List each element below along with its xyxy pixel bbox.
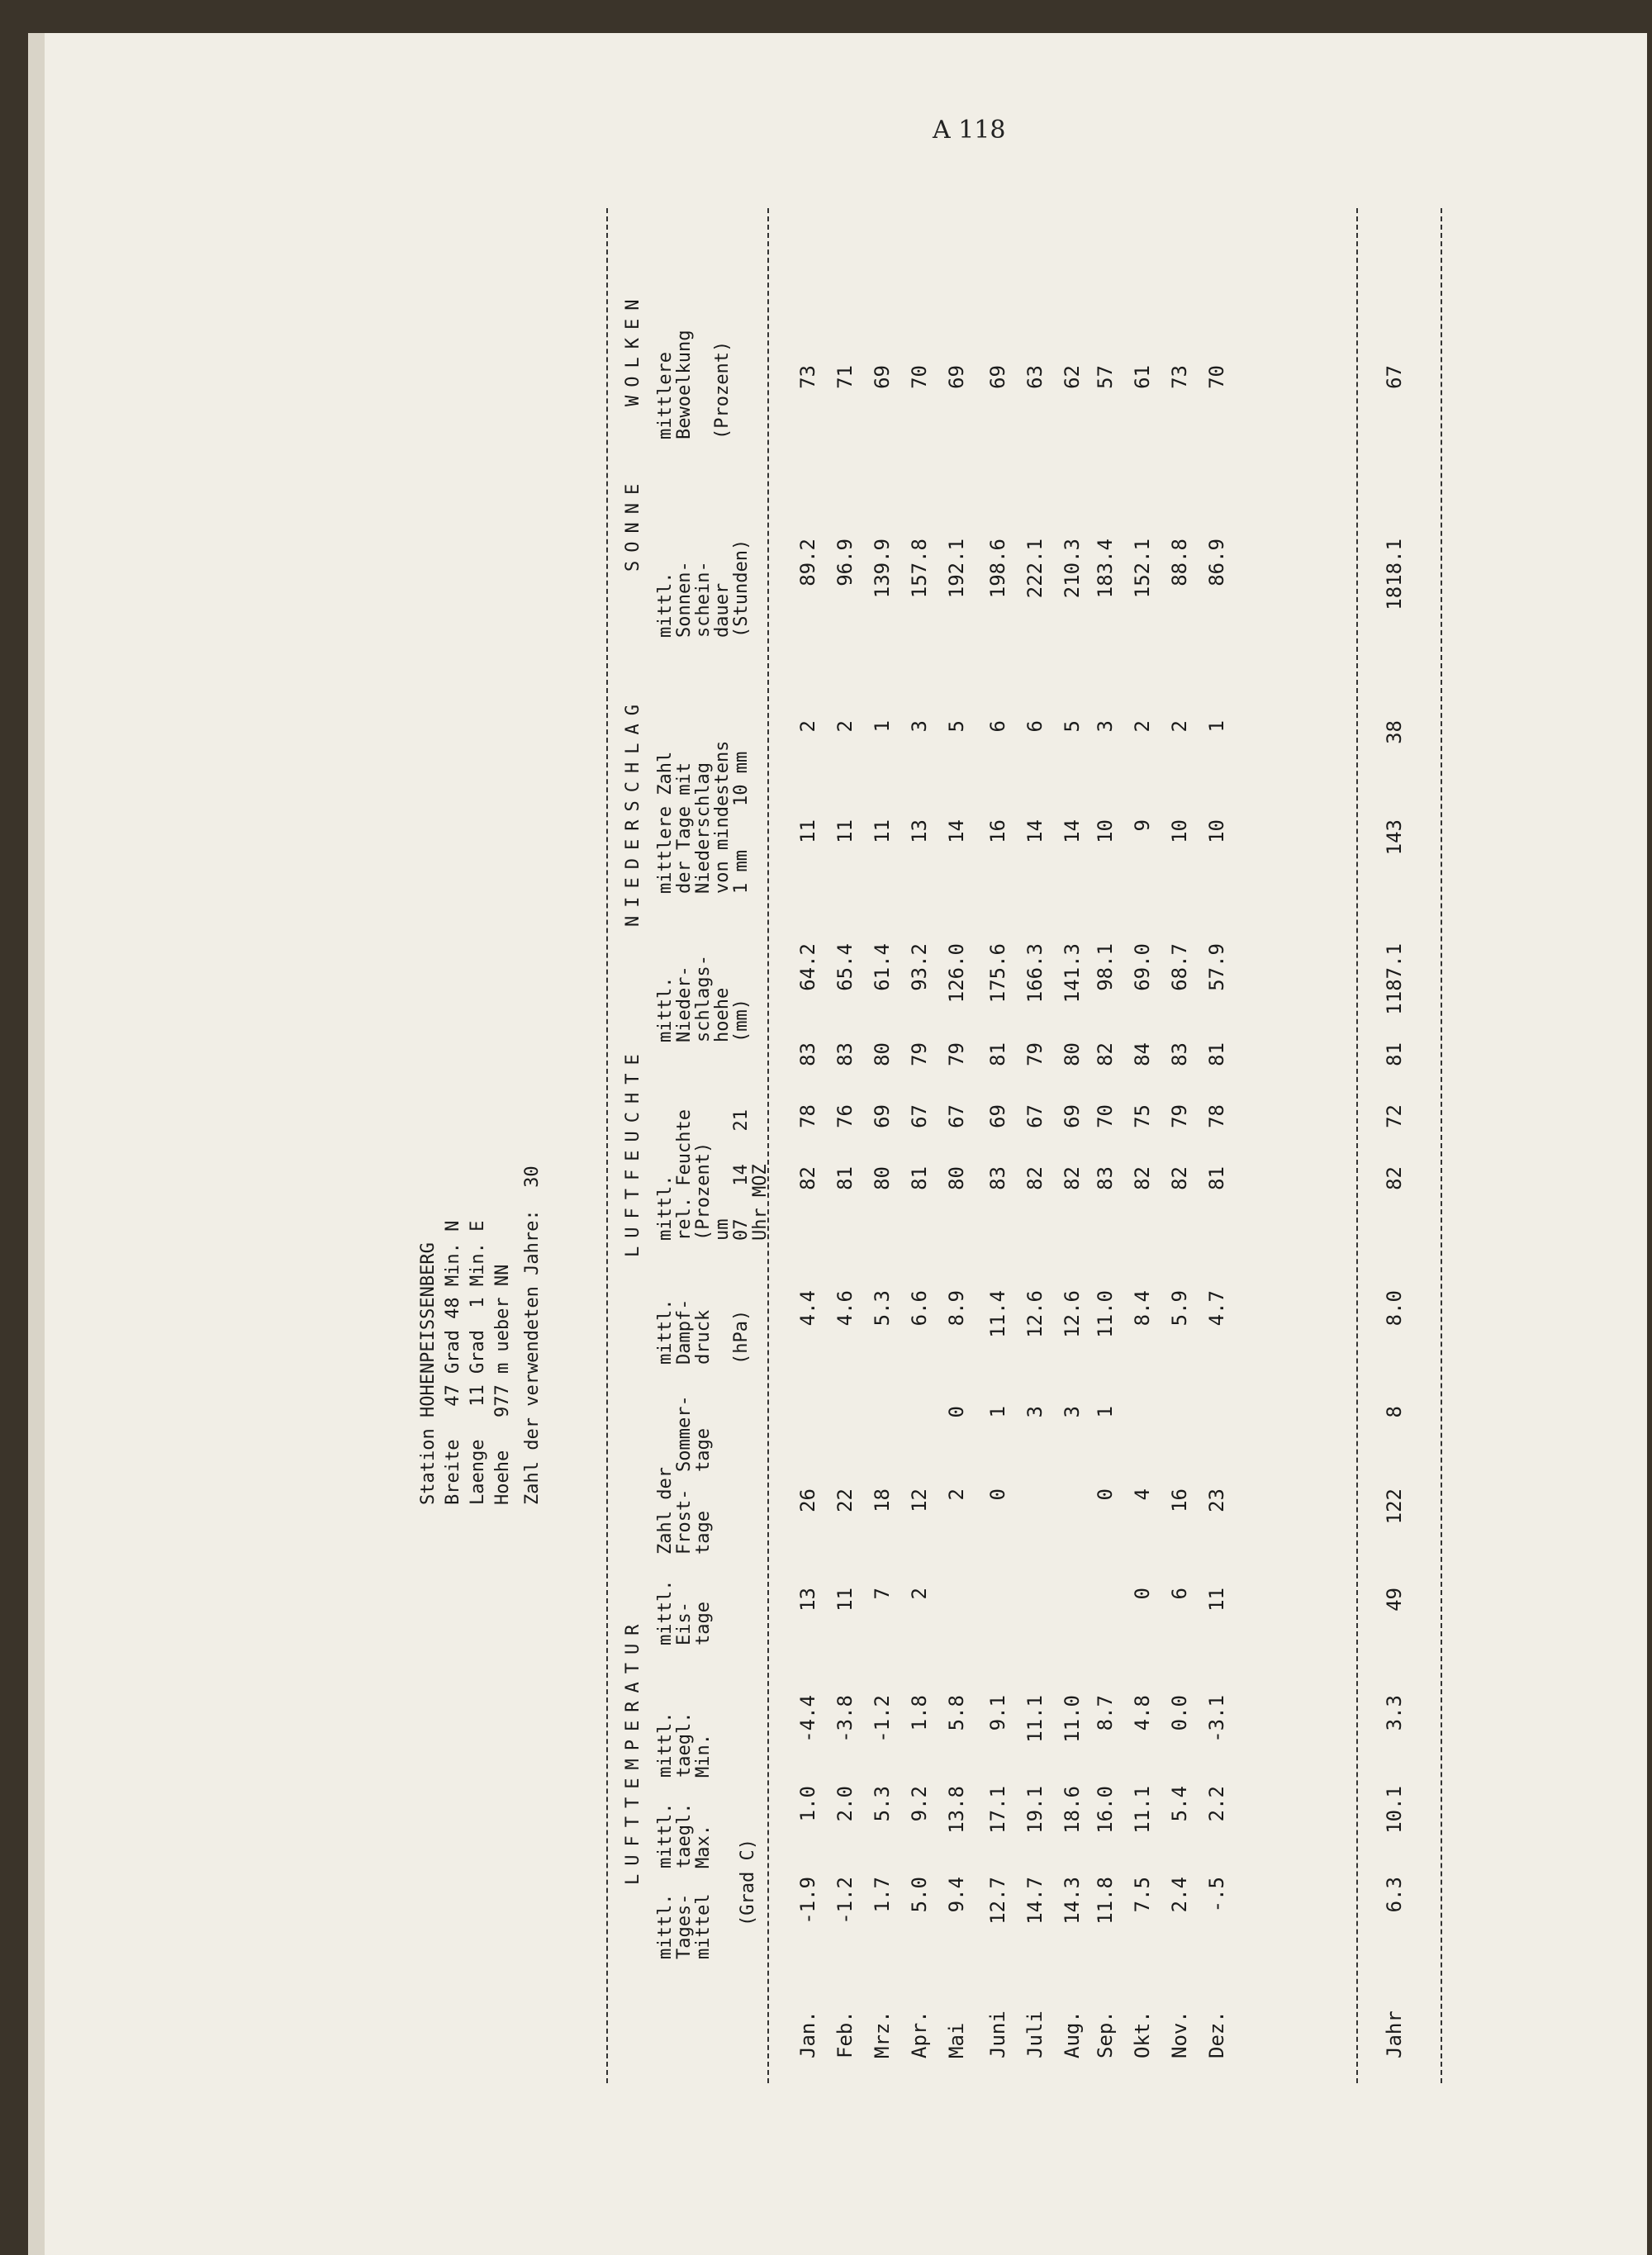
table-cell: 14.7	[1023, 1877, 1047, 1925]
table-cell: 3.3	[1383, 1695, 1406, 1731]
divider-header	[767, 208, 769, 2083]
table-cell: 2	[1168, 720, 1191, 733]
table-cell: 2	[945, 1488, 968, 1501]
table-cell: 11	[871, 819, 894, 843]
group-niederschlag: NIEDERSCHLAG	[623, 696, 643, 927]
row-label: Aug.	[1061, 2011, 1084, 2058]
table-cell: 69	[871, 1104, 894, 1128]
hdr-niederschlag: mittl. Nieder- schlags- hoehe (mm)	[655, 955, 752, 1042]
row-label: Sep.	[1094, 2011, 1117, 2058]
table-cell: -3.1	[1205, 1695, 1228, 1743]
table-cell: 6	[1023, 720, 1047, 733]
table-cell: 1	[871, 720, 894, 733]
hdr-feuchte: mittl. rel. Feuchte (Prozent) um 07 14 21 Uhr MOZ	[655, 1109, 771, 1241]
page	[28, 33, 1647, 2255]
row-label: Jan.	[796, 2011, 819, 2058]
table-cell: 4	[1131, 1488, 1154, 1501]
table-cell: 82	[1094, 1042, 1117, 1066]
table-cell: 5.3	[871, 1290, 894, 1327]
table-cell: 5.8	[945, 1695, 968, 1731]
table-cell: 3	[1061, 1406, 1084, 1418]
hdr-dampfdruck: mittl. Dampf- druck (hPa)	[655, 1298, 752, 1365]
table-cell: 70	[1094, 1104, 1117, 1128]
table-cell: 0	[986, 1488, 1009, 1501]
table-cell: 3	[1023, 1406, 1047, 1418]
row-label: Mrz.	[871, 2011, 894, 2058]
group-luftfeuchte: LUFTFEUCHTE	[623, 1046, 643, 1257]
row-label: Feb.	[833, 2011, 857, 2058]
table-cell: 67	[1023, 1104, 1047, 1128]
table-cell: 3	[1094, 720, 1117, 733]
table-cell: 84	[1131, 1042, 1154, 1066]
table-cell: 6	[1168, 1588, 1191, 1600]
table-cell: 79	[1168, 1104, 1191, 1128]
table-cell: 11.8	[1094, 1877, 1117, 1925]
station-info	[416, 1165, 545, 1505]
table-cell: 5.3	[871, 1786, 894, 1822]
table-cell: 80	[1061, 1042, 1084, 1066]
table-cell: 8.0	[1383, 1290, 1406, 1327]
page-number: A 118	[933, 116, 1006, 145]
table-cell: 13	[908, 819, 931, 843]
table-cell: -1.2	[871, 1695, 894, 1743]
table-cell: 10	[1205, 819, 1228, 843]
table-cell: 67	[945, 1104, 968, 1128]
table-cell: 11.0	[1094, 1290, 1117, 1338]
hdr-bewoelkung: mittlere Bewoelkung (Prozent)	[655, 330, 733, 439]
table-cell: 16	[1168, 1488, 1191, 1512]
row-label: Jahr	[1383, 2011, 1406, 2058]
table-cell: -.5	[1205, 1877, 1228, 1913]
table-cell: 69	[986, 1104, 1009, 1128]
table-cell: 0	[1131, 1588, 1154, 1600]
table-cell: 70	[908, 365, 931, 389]
table-cell: 26	[796, 1488, 819, 1512]
row-label: Okt.	[1131, 2011, 1154, 2058]
table-cell: 83	[1168, 1042, 1191, 1066]
table-cell: 5.0	[908, 1877, 931, 1913]
table-cell: 2	[1131, 720, 1154, 733]
table-cell: 96.9	[833, 539, 857, 586]
table-cell: 192.1	[945, 539, 968, 599]
table-cell: 11	[833, 1588, 857, 1612]
hdr-eistage: mittl. Eis- tage	[655, 1579, 714, 1645]
table-cell: 16	[986, 819, 1009, 843]
hdr-sommertage: Sommer- tage	[674, 1395, 714, 1472]
row-label: Mai	[945, 2022, 968, 2058]
table-cell: 126.0	[945, 943, 968, 1004]
table-cell: 9.1	[986, 1695, 1009, 1731]
table-cell: 6.3	[1383, 1877, 1406, 1913]
table-cell: 82	[1168, 1166, 1191, 1190]
group-wolken: WOLKEN	[623, 291, 643, 406]
table-cell: 78	[796, 1104, 819, 1128]
table-cell: 122	[1383, 1488, 1406, 1525]
table-cell: -1.2	[833, 1877, 857, 1925]
table-cell: 0	[945, 1406, 968, 1418]
table-cell: 93.2	[908, 943, 931, 991]
table-cell: 2.0	[833, 1786, 857, 1822]
table-cell: 0.0	[1168, 1695, 1191, 1731]
table-cell: 86.9	[1205, 539, 1228, 586]
table-cell: 152.1	[1131, 539, 1154, 599]
table-cell: 19.1	[1023, 1786, 1047, 1834]
table-cell: 14	[1023, 819, 1047, 843]
table-cell: 79	[908, 1042, 931, 1066]
table-cell: 210.3	[1061, 539, 1084, 599]
table-cell: 65.4	[833, 943, 857, 991]
table-cell: 12.7	[986, 1877, 1009, 1925]
table-cell: 2	[908, 1588, 931, 1600]
table-cell: 73	[796, 365, 819, 389]
table-cell: 12.6	[1061, 1290, 1084, 1338]
table-cell: 175.6	[986, 943, 1009, 1004]
table-cell: 2	[833, 720, 857, 733]
row-label: Nov.	[1168, 2011, 1191, 2058]
table-cell: 81	[1383, 1042, 1406, 1066]
table-cell: 73	[1168, 365, 1191, 389]
table-cell: 6.6	[908, 1290, 931, 1327]
table-cell: 17.1	[986, 1786, 1009, 1834]
table-cell: 69	[986, 365, 1009, 389]
table-cell: 57	[1094, 365, 1117, 389]
table-cell: 13.8	[945, 1786, 968, 1834]
table-cell: 70	[1205, 365, 1228, 389]
table-cell: 75	[1131, 1104, 1154, 1128]
table-cell: 89.2	[796, 539, 819, 586]
table-cell: 139.9	[871, 539, 894, 599]
table-cell: 79	[1023, 1042, 1047, 1066]
table-cell: 98.1	[1094, 943, 1117, 991]
table-cell: 79	[945, 1042, 968, 1066]
table-cell: 57.9	[1205, 943, 1228, 991]
station-laenge: Laenge 11 Grad 1 Min. E	[468, 1220, 488, 1505]
table-cell: 81	[908, 1166, 931, 1190]
table-cell: 222.1	[1023, 539, 1047, 599]
hdr-tagesmittel: mittl. Tages- mittel	[655, 1893, 714, 1959]
hdr-zahl-der: Zahl der	[655, 1467, 676, 1555]
climate-table	[408, 208, 1498, 2083]
table-cell: 69	[945, 365, 968, 389]
table-cell: 38	[1383, 720, 1406, 744]
table-cell: 1.7	[871, 1877, 894, 1913]
table-cell: 3	[908, 720, 931, 733]
table-cell: 10.1	[1383, 1786, 1406, 1834]
table-cell: 143	[1383, 819, 1406, 856]
table-cell: 71	[833, 365, 857, 389]
table-cell: 72	[1383, 1104, 1406, 1128]
table-cell: 69	[871, 365, 894, 389]
row-label: Juni	[986, 2011, 1009, 2058]
station-hoehe: Hoehe 977 m ueber NN	[492, 1264, 513, 1505]
table-cell: 18	[871, 1488, 894, 1512]
table-cell: 5.9	[1168, 1290, 1191, 1327]
table-cell: 67	[908, 1104, 931, 1128]
table-cell: 10	[1094, 819, 1117, 843]
table-cell: 1	[986, 1406, 1009, 1418]
station-years: Zahl der verwendeten Jahre: 30	[522, 1165, 543, 1505]
table-cell: 14.3	[1061, 1877, 1084, 1925]
hdr-min: mittl. taegl. Min.	[655, 1711, 714, 1778]
table-cell: 88.8	[1168, 539, 1191, 586]
table-cell: 82	[1061, 1166, 1084, 1190]
table-cell: 4.8	[1131, 1695, 1154, 1731]
table-cell: 83	[1094, 1166, 1117, 1190]
table-cell: 11	[1205, 1588, 1228, 1612]
table-cell: 80	[871, 1042, 894, 1066]
table-cell: 6	[986, 720, 1009, 733]
table-cell: 4.6	[833, 1290, 857, 1327]
table-cell: 78	[1205, 1104, 1228, 1128]
table-cell: 2.4	[1168, 1877, 1191, 1913]
table-cell: 9.2	[908, 1786, 931, 1822]
table-cell: 1187.1	[1383, 943, 1406, 1015]
hdr-frosttage: Frost- tage	[674, 1488, 714, 1555]
table-cell: 62	[1061, 365, 1084, 389]
table-cell: 1.0	[796, 1786, 819, 1822]
hdr-sonnenschein: mittl. Sonnen- schein- dauer (Stunden)	[655, 539, 752, 638]
divider-bottom	[1441, 208, 1442, 2083]
table-cell: 64.2	[796, 943, 819, 991]
hdr-max: mittl. taegl. Max.	[655, 1802, 714, 1868]
table-cell: -3.8	[833, 1695, 857, 1743]
row-label: Dez.	[1205, 2011, 1228, 2058]
table-cell: 83	[796, 1042, 819, 1066]
table-cell: 83	[986, 1166, 1009, 1190]
table-cell: 82	[796, 1166, 819, 1190]
divider-year	[1356, 208, 1358, 2083]
table-cell: 1.8	[908, 1695, 931, 1731]
table-cell: 81	[833, 1166, 857, 1190]
table-cell: 8.4	[1131, 1290, 1154, 1327]
table-cell: 5	[1061, 720, 1084, 733]
table-cell: 18.6	[1061, 1786, 1084, 1834]
group-sonne: SONNE	[623, 475, 643, 572]
table-cell: 157.8	[908, 539, 931, 599]
table-cell: 82	[1023, 1166, 1047, 1190]
table-cell: 80	[945, 1166, 968, 1190]
table-cell: 81	[1205, 1166, 1228, 1190]
row-label: Juli	[1023, 2011, 1047, 2058]
table-cell: 11.1	[1023, 1695, 1047, 1743]
table-cell: 9.4	[945, 1877, 968, 1913]
row-label: Apr.	[908, 2011, 931, 2058]
table-cell: 2	[796, 720, 819, 733]
table-cell: 1	[1094, 1406, 1117, 1418]
table-cell: 12.6	[1023, 1290, 1047, 1338]
table-cell: 11.1	[1131, 1786, 1154, 1834]
table-cell: 13	[796, 1588, 819, 1612]
table-cell: 68.7	[1168, 943, 1191, 991]
table-cell: 67	[1383, 365, 1406, 389]
table-cell: 14	[945, 819, 968, 843]
table-cell: 82	[1131, 1166, 1154, 1190]
table-cell: 0	[1094, 1488, 1117, 1501]
station-name: Station HOHENPEISSENBERG	[418, 1242, 439, 1505]
table-cell: 69.0	[1131, 943, 1154, 991]
table-cell: 11	[796, 819, 819, 843]
table-cell: 23	[1205, 1488, 1228, 1512]
table-cell: 81	[986, 1042, 1009, 1066]
table-cell: 7	[871, 1588, 894, 1600]
table-cell: 8	[1383, 1406, 1406, 1418]
table-cell: 5.4	[1168, 1786, 1191, 1822]
table-cell: 22	[833, 1488, 857, 1512]
table-cell: 16.0	[1094, 1786, 1117, 1834]
table-cell: 5	[945, 720, 968, 733]
table-cell: 76	[833, 1104, 857, 1128]
station-breite: Breite 47 Grad 48 Min. N	[443, 1220, 463, 1505]
table-cell: 61	[1131, 365, 1154, 389]
table-cell: 141.3	[1061, 943, 1084, 1004]
hdr-grad: (Grad C)	[738, 1839, 758, 1926]
table-cell: 11	[833, 819, 857, 843]
divider-top	[606, 208, 608, 2083]
table-cell: 63	[1023, 365, 1047, 389]
table-cell: 1818.1	[1383, 539, 1406, 610]
table-cell: 10	[1168, 819, 1191, 843]
table-cell: 83	[833, 1042, 857, 1066]
table-cell: 82	[1383, 1166, 1406, 1190]
table-cell: 11.0	[1061, 1695, 1084, 1743]
table-cell: 14	[1061, 819, 1084, 843]
table-cell: 2.2	[1205, 1786, 1228, 1822]
table-cell: 12	[908, 1488, 931, 1512]
table-cell: 1	[1205, 720, 1228, 733]
hdr-niederschlagstage: mittlere Zahl der Tage mit Niederschlag von mindestens 1 mm 10 mm	[655, 740, 752, 894]
table-cell: 81	[1205, 1042, 1228, 1066]
group-lufttemperatur: LUFTTEMPERATUR	[623, 1616, 643, 1885]
table-cell: -1.9	[796, 1877, 819, 1925]
table-cell: 8.9	[945, 1290, 968, 1327]
table-cell: 4.4	[796, 1290, 819, 1327]
table-cell: 183.4	[1094, 539, 1117, 599]
table-cell: -4.4	[796, 1695, 819, 1743]
table-cell: 9	[1131, 819, 1154, 832]
table-cell: 69	[1061, 1104, 1084, 1128]
table-cell: 198.6	[986, 539, 1009, 599]
table-cell: 166.3	[1023, 943, 1047, 1004]
table-cell: 8.7	[1094, 1695, 1117, 1731]
table-cell: 61.4	[871, 943, 894, 991]
table-cell: 4.7	[1205, 1290, 1228, 1327]
table-cell: 7.5	[1131, 1877, 1154, 1913]
table-cell: 80	[871, 1166, 894, 1190]
table-cell: 49	[1383, 1588, 1406, 1612]
table-cell: 11.4	[986, 1290, 1009, 1338]
